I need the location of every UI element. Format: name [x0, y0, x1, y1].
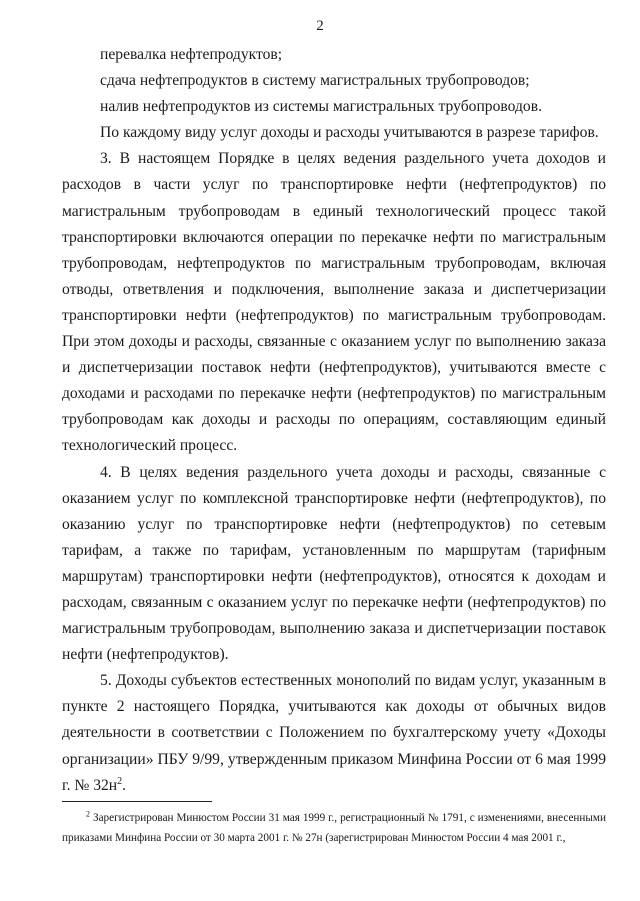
- footnote-text: Зарегистрирован Минюстом России 31 мая 1999 г., регистрационный № 1791, с изменениями, внесенными приказами Минфина России от 30 марта 2001 г. № 27н (зарегистрирован Минюстом России 4 мая 2001 г.,: [62, 812, 606, 844]
- paragraph-5-end: .: [122, 776, 127, 794]
- paragraph-5: [62, 668, 606, 798]
- paragraph-tariffs: По каждому виду услуг доходы и расходы учитываются в разрезе тарифов.: [100, 124, 599, 142]
- footnote-reference[interactable]: 2: [117, 775, 123, 787]
- footnote: [62, 808, 606, 848]
- list-item-loading: налив нефтепродуктов из системы магистральных трубопроводов.: [100, 98, 542, 116]
- footnote-marker: 2: [86, 809, 90, 819]
- list-item-transshipment: перевалка нефтепродуктов;: [100, 46, 283, 63]
- list-item-delivery: сдача нефтепродуктов в систему магистральных трубопроводов;: [100, 72, 530, 90]
- page-number: 2: [316, 18, 324, 34]
- footnote-separator: [62, 801, 212, 802]
- paragraph-3: 3. В настоящем Порядке в целях ведения раздельного учета доходов и расходов в части услуг по транспортировке нефти (нефтепродуктов) по магистральным трубопроводам в единый технологический процесс такой транспортировки включаются операции по перекачке нефти по магистральным трубопроводам, нефтепродуктов по магистральным трубопроводам, включая отводы, ответвления и подключения, выполнение заказа и диспетчеризации транспортировки нефти (нефтепродуктов) по магистральным трубопроводам. При этом доходы и расходы, связанные с оказанием услуг по выполнению заказа и диспетчеризации поставок нефти (нефтепродуктов), учитываются вместе с доходами и расходами по перекачке нефти (нефтепродуктов) по магистральным трубопроводам как доходы и расходы по операциям, составляющим единый технологический процесс.: [62, 150, 606, 455]
- paragraph-4: 4. В целях ведения раздельного учета доходы и расходы, связанные с оказанием услуг по комплексной транспортировке нефти (нефтепродуктов), по оказанию услуг по транспортировке нефти (нефтепродуктов) по сетевым тарифам, а также по тарифам, установленным по маршрутам (тарифным маршрутам) транспортировки нефти (нефтепродуктов), относятся к доходам и расходам, связанным с оказанием услуг по перекачке нефти (нефтепродуктов) по магистральным трубопроводам, выполнению заказа и диспетчеризации поставок нефти (нефтепродуктов).: [62, 463, 606, 664]
- document-body: [62, 42, 606, 799]
- paragraph-5-text: 5. Доходы субъектов естественных монополий по видам услуг, указанным в пункте 2 настоящего Порядка, учитываются как доходы от обычных видов деятельности в соответствии с Положением по бухгалтерскому учету «Доходы организации» ПБУ 9/99, утвержденным приказом Минфина России от 6 мая 1999 г. № 32н: [62, 672, 606, 794]
